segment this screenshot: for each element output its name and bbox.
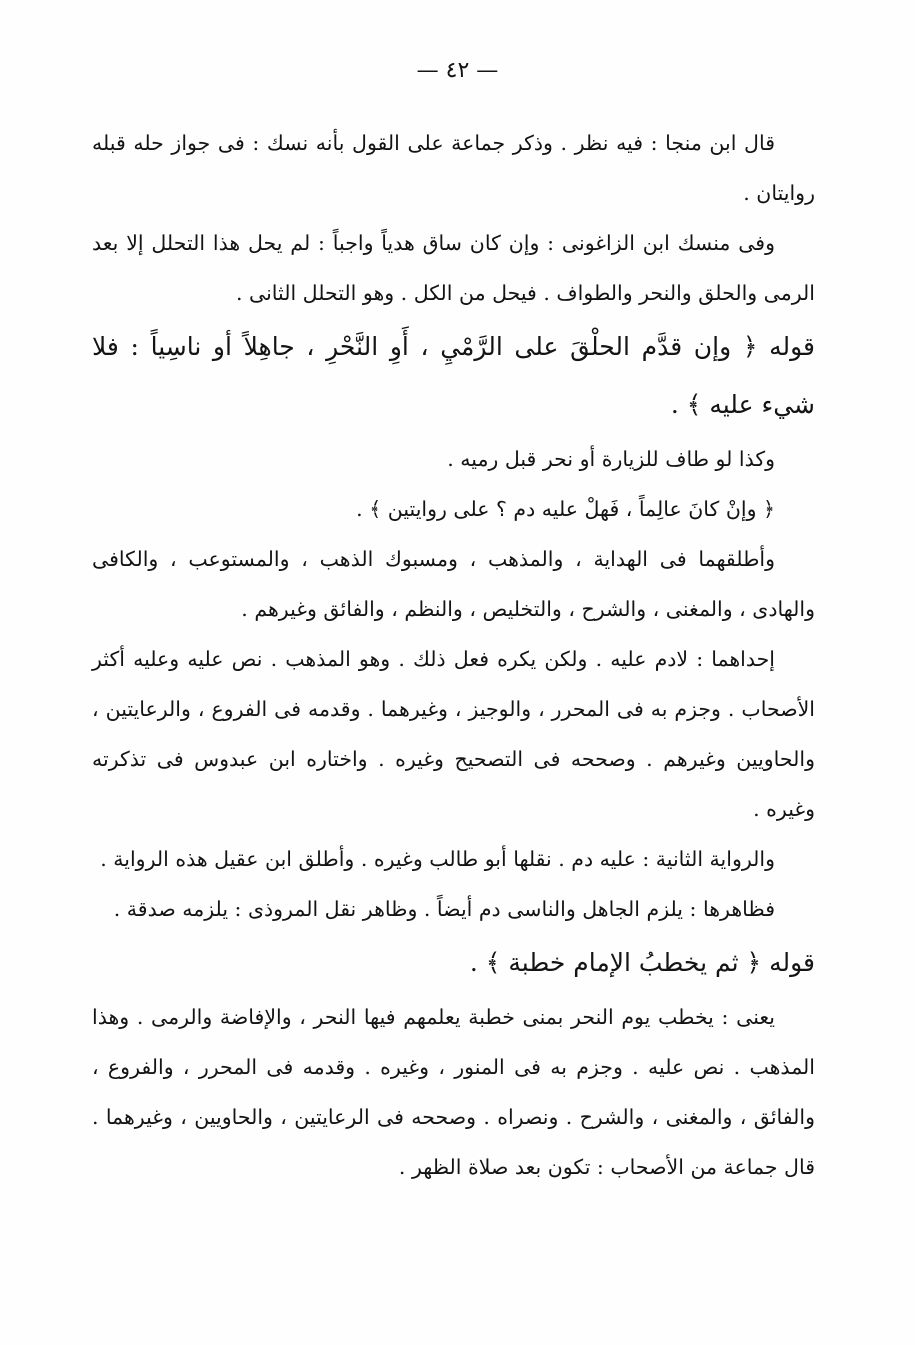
- paragraph: قال ابن منجا : فيه نظر . وذكر جماعة على القول بأنه نسك : فى جواز حله قبله روايتان .: [92, 131, 815, 205]
- paragraph: فظاهرها : يلزم الجاهل والناسى دم أيضاً . وظاهر نقل المروذى : يلزمه صدقة .: [113, 897, 775, 921]
- body-text: [92, 118, 815, 1192]
- paragraph: والرواية الثانية : عليه دم . نقلها أبو طالب وغيره . وأطلق ابن عقيل هذه الرواية .: [100, 847, 775, 871]
- paragraph: وأطلقهما فى الهداية ، والمذهب ، ومسبوك الذهب ، والمستوعب ، والكافى والهادى ، والمغنى ، والشرح ، والتخليص ، والنظم ، والفائق وغيرهم .: [92, 547, 815, 621]
- quoted-heading: قوله ﴿ وإن قدَّم الحلْقَ على الرَّمْيِ ، أَوِ النَّحْرِ ، جاهِلاً أو ناسِياً : فلا شيء عليه ﴾ .: [92, 332, 815, 419]
- quoted-line: ﴿ وإنْ كانَ عالِماً ، فَهلْ عليه دم ؟ على روايتين ﴾ .: [356, 497, 775, 521]
- paragraph: وفى منسك ابن الزاغونى : وإن كان ساق هدياً واجباً : لم يحل هذا التحلل إلا بعد الرمى والحلق والنحر والطواف . فيحل من الكل . وهو التحلل الثانى .: [92, 231, 815, 305]
- quoted-heading: قوله ﴿ ثم يخطبُ الإمام خطبة ﴾ .: [469, 948, 815, 977]
- page-number: — ٤٢ —: [416, 58, 499, 83]
- paragraph: وكذا لو طاف للزيارة أو نحر قبل رميه .: [447, 447, 775, 471]
- paragraph: إحداهما : لادم عليه . ولكن يكره فعل ذلك . وهو المذهب . نص عليه وعليه أكثر الأصحاب . وجزم به فى المحرر ، والوجيز ، وغيرهما . وقدمه فى الفروع ، والرعايتين ، والحاويين وغيرهم . وصححه فى التصحيح وغيره . واختاره ابن عبدوس فى تذكرته وغيره .: [92, 647, 815, 821]
- paragraph: يعنى : يخطب يوم النحر بمنى خطبة يعلمهم فيها النحر ، والإفاضة والرمى . وهذا المذهب . نص عليه . وجزم به فى المنور ، وغيره . وقدمه فى المحرر ، والفروع ، والفائق ، والمغنى ، والشرح . ونصراه . وصححه فى الرعايتين ، والحاويين ، وغيرهما . قال جماعة من الأصحاب : تكون بعد صلاة الظهر .: [92, 1005, 815, 1179]
